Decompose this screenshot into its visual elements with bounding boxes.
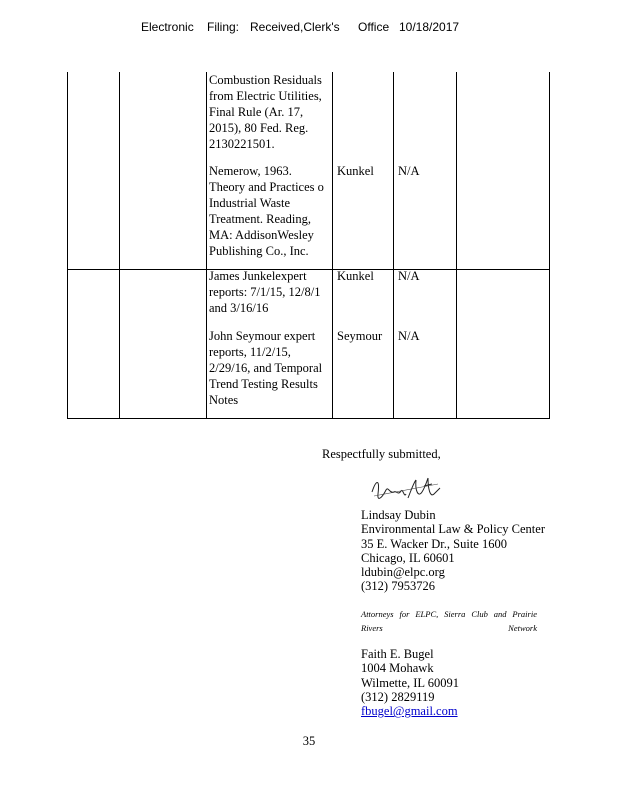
table-cell-witness: Kunkel — [337, 269, 374, 283]
table-cell-witness: Seymour — [337, 329, 383, 343]
table-cell-objection: N/A — [398, 269, 420, 283]
attorney-name: Lindsay Dubin — [361, 508, 436, 522]
attorney-address-line2: Chicago, IL 60601 — [361, 550, 455, 565]
table-cell-objection: N/A — [398, 164, 420, 178]
table-col-divider-1 — [119, 72, 120, 419]
table-cell-document: Combustion Residuals from Electric Utilities, Final Rule (Ar. 17, 2015), 80 Fed. Reg. 2130221501. — [209, 73, 322, 151]
signature-image — [368, 472, 448, 508]
second-attorney-email-link[interactable]: fbugel@gmail.com — [361, 704, 458, 719]
attorney-phone: (312) 7953726 — [361, 579, 435, 594]
header-date: 10/18/2017 — [399, 20, 460, 34]
attorney-email: ldubin@elpc.org — [361, 565, 445, 580]
header-filing: Filing: — [207, 20, 240, 34]
second-attorney-address-line2: Wilmette, IL 60091 — [361, 675, 459, 690]
second-attorney-block — [361, 647, 459, 718]
table-border-bottom — [67, 418, 550, 419]
header-office: Office — [358, 20, 390, 34]
second-attorney-address-line1: 1004 Mohawk — [361, 661, 434, 676]
table-col-divider-5 — [456, 72, 457, 419]
header-electronic: Electronic — [141, 20, 194, 34]
table-cell-objection: N/A — [398, 329, 420, 343]
attorney-address-line1: 35 E. Wacker Dr., Suite 1600 — [361, 536, 507, 551]
filing-header — [0, 20, 618, 38]
attorney-org: Environmental Law & Policy Center — [361, 522, 545, 537]
second-attorney-phone: (312) 2829119 — [361, 689, 435, 704]
table-cell-document: John Seymour expert reports, 11/2/15, 2/29/16, and Temporal Trend Testing Results Notes — [209, 329, 323, 407]
table-cell-witness: Kunkel — [337, 164, 374, 178]
second-attorney-name: Faith E. Bugel — [361, 647, 434, 661]
table-border-left — [67, 72, 68, 419]
table-col-divider-4 — [393, 72, 394, 419]
table-border-right — [549, 72, 550, 419]
signature-block — [361, 508, 545, 594]
closing-text: Respectfully submitted, — [322, 447, 441, 461]
table-col-divider-2 — [206, 72, 207, 419]
header-received-clerks: Received,Clerk's — [250, 20, 340, 34]
attorneys-for-note: Attorneys for ELPC, Sierra Club and Prairie Rivers Network — [361, 609, 537, 633]
table-cell-document: Nemerow, 1963. Theory and Practices o Industrial Waste Treatment. Reading, MA: AddisonWesley Publishing Co., Inc. — [209, 164, 324, 258]
table-cell-document: James Junkelexpert reports: 7/1/15, 12/8/1 and 3/16/16 — [209, 269, 321, 315]
page-number: 35 — [302, 734, 316, 748]
